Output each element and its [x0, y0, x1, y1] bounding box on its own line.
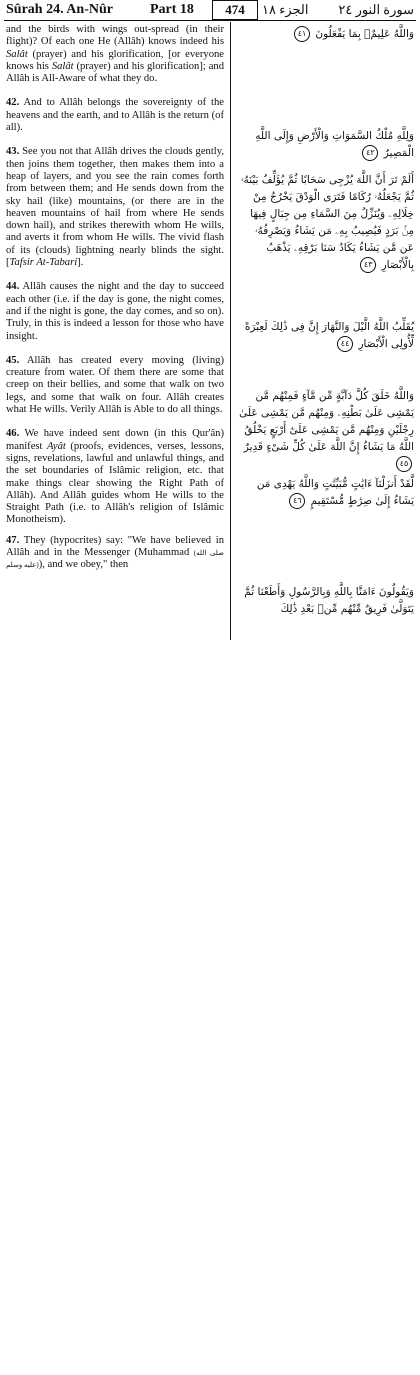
juz-label-ar: الجزء ١٨: [262, 2, 309, 17]
column-divider: [230, 22, 231, 640]
verse-46: 46. We have indeed sent down (in this Qur'ân) manifest Ayât (proofs, evidences, verses, lessons, signs, revelations, lawful and unlawful things, and the set boundaries of Islâmic religion, etc. that make things clear showing the Right Path of Allâh). And Allâh guides whom He wills to the Straight Path (i.e. to Allâh's religion of Islâmic Monotheism).: [6, 428, 224, 526]
arabic-verse-42: وَلِلَّهِ مُلْكُ السَّمَوَاتِ وَالْأَرْضِ وَإِلَى اللَّهِ الْمَصِيرُ ٤٢: [255, 130, 414, 159]
verse-43: 43. See you not that Allâh drives the clouds gently, then joins them together, then makes them into a heap of layers, and you see the rain comes forth from between them; and He sends down from the sky hail (like) mountains, (or there are in the heaven mountains of hail from where He sends down hail), and strikes therewith whom He wills, and averts it from whom He wills. The vivid flash of its (clouds) lightning nearly blinds the sight. [Tafsir At-Tabari].: [6, 146, 224, 269]
verse-45: 45. Allâh has created every moving (living) creature from water. Of them there are some that creep on their bellies, and some that walk on two legs, and some that walk on four. Allâh creates what He wills. Verily Allâh is Able to do all things.: [6, 354, 224, 416]
part-label: Part 18: [150, 2, 194, 17]
page-number: 474: [212, 0, 258, 20]
verse-42: 42. And to Allâh belongs the sovereignty of the heavens and the earth, and to Allâh is the return (of all).: [6, 97, 224, 134]
surah-title-ar: سورة النور ٢٤: [338, 2, 414, 17]
ayah-number-42: ٤٢: [362, 145, 378, 161]
ayah-number-44: ٤٤: [337, 336, 353, 352]
ayah-number-41: ٤١: [294, 26, 310, 42]
verse-47: 47. They (hypocrites) say: "We have believed in Allâh and in the Messenger (Muhammad (صلى الله عليه وسلم)), and we obey," then: [6, 534, 224, 571]
english-column: [6, 24, 224, 580]
arabic-verse-45: وَاللَّهُ خَلَقَ كُلَّ دَآبَّةٍ مِّن مَّآءٍ فَمِنْهُم مَّن يَمْشِى عَلَىٰ بَطْنِهِۦ وَمِنْهُم مَّن يَمْشِى عَلَىٰ رِجْلَيْنِ وَمِنْهُم مَّن يَمْشِى عَلَىٰٓ أَرْبَعٍ يَخْلُقُ اللَّهُ مَا يَشَاءُ إِنَّ اللَّهَ عَلَىٰ كُلِّ شَىْءٍ قَدِيرٌ ٤٥: [238, 388, 414, 473]
ayah-number-43: ٤٣: [360, 257, 376, 273]
verse-41-continuation: and the birds with wings out-spread (in their flight)? Of each one He (Allâh) knows indeed his Salât (prayer) and his glorification, [or everyone knows his Salât (prayer) and his glorification]; and Allâh is All-Aware of what they do.: [6, 24, 224, 85]
ayah-number-45: ٤٥: [396, 456, 412, 472]
arabic-verse-46: لَّقَدْ أَنزَلْنَآ ءَايَٰتٍ مُّبَيِّنَٰتٍ وَاللَّهُ يَهْدِى مَن يَشَاءُ إِلَىٰ صِرَٰطٍ مُّسْتَقِيمٍ ٤٦: [256, 478, 414, 507]
ayah-number-46: ٤٦: [289, 493, 305, 509]
arabic-verse-47: وَيَقُولُونَ ءَامَنَّا بِاللَّهِ وَبِالرَّسُولِ وَأَطَعْنَا ثُمَّ يَتَوَلَّىٰ فَرِيقٌ مِّنْهُم مِّنۢ بَعْدِ ذَٰلِكَ: [244, 586, 414, 615]
header-divider: [4, 20, 416, 21]
arabic-verse-41: وَاللَّهُ عَلِيمٌۢ بِمَا يَفْعَلُونَ ٤١: [238, 26, 414, 43]
surah-title-en: Sûrah 24. An-Nûr: [6, 2, 113, 17]
page-header: [0, 0, 420, 22]
verse-44: 44. Allâh causes the night and the day to succeed each other (i.e. if the day is gone, the night comes, and if the night is gone, the day comes, and so on). Truly, in this is indeed a lesson for those who have insight.: [6, 281, 224, 342]
arabic-verse-44: يُقَلِّبُ اللَّهُ الَّيْلَ وَالنَّهَارَ إِنَّ فِى ذَٰلِكَ لَعِبْرَةً لِّأُولِى الْأَبْصَارِ ٤٤: [244, 321, 414, 350]
arabic-verse-43: أَلَمْ تَرَ أَنَّ اللَّهَ يُزْجِى سَحَابًا ثُمَّ يُؤَلِّفُ بَيْنَهُۥ ثُمَّ يَجْعَلُهُۥ رُكَامًا فَتَرَى الْوَدْقَ يَخْرُجُ مِنْ خِلَالِهِۦ وَيُنَزِّلُ مِنَ السَّمَاءِ مِن جِبَالٍ فِيهَا مِنۢ بَرَدٍ فَيُصِيبُ بِهِۦ مَن يَشَاءُ وَيَصْرِفُهُۥ عَن مَّن يَشَاءُ يَكَادُ سَنَا بَرْقِهِۦ يَذْهَبُ بِالْأَبْصَارِ ٤٣: [240, 174, 414, 271]
